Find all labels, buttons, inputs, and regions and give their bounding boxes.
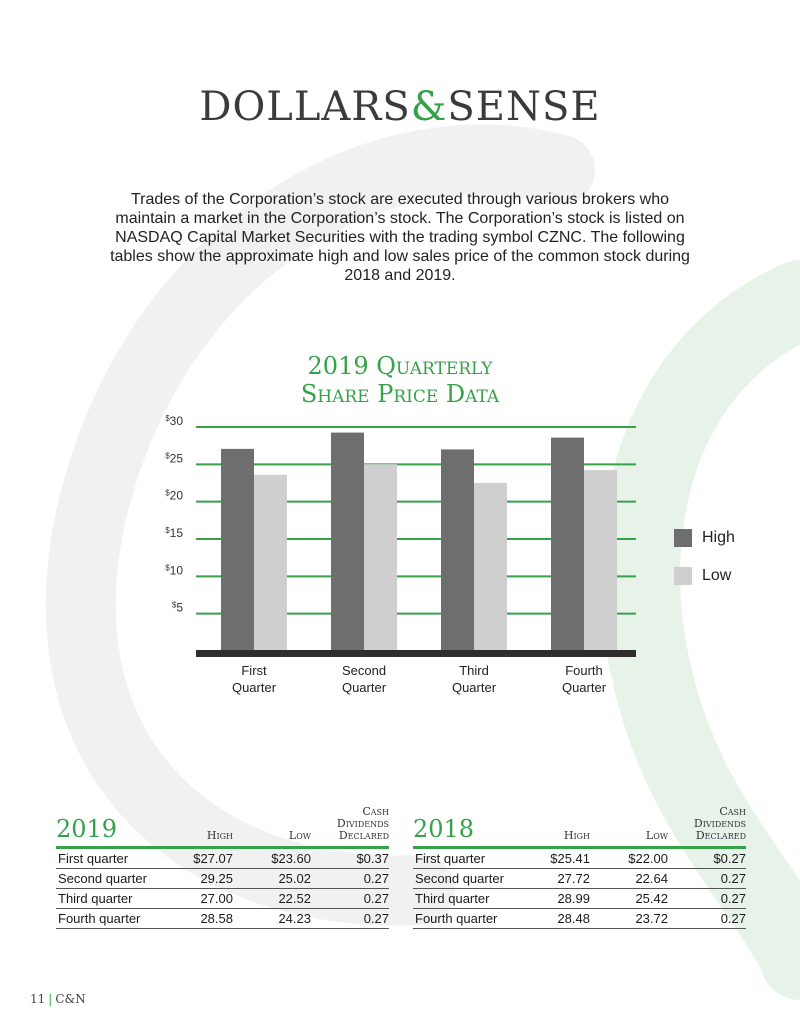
legend-label-high: High xyxy=(702,529,735,546)
x-tick-label xyxy=(342,663,387,695)
bar-low-3 xyxy=(474,483,507,651)
bar-high-2 xyxy=(331,433,364,651)
y-tick-prefix: $ xyxy=(165,563,170,573)
column-dividends-line1: Cash xyxy=(362,805,389,818)
row-low: 22.52 xyxy=(278,891,311,906)
bar-low-1 xyxy=(254,475,287,651)
y-tick-prefix: $ xyxy=(165,451,170,461)
table-header xyxy=(56,790,389,842)
legend-label-low: Low xyxy=(702,567,732,584)
row-low: $23.60 xyxy=(271,851,311,866)
table-header xyxy=(413,790,746,842)
chart-title-line1: 2019 Quarterly xyxy=(307,352,493,380)
table-year: 2019 xyxy=(56,815,118,843)
x-tick-label-line: Fourth xyxy=(565,663,603,678)
bar-high-1 xyxy=(221,449,254,651)
row-dividend: 0.27 xyxy=(720,871,746,886)
x-tick-label-line: Quarter xyxy=(451,680,497,695)
row-dividend: 0.27 xyxy=(363,891,389,906)
column-low: Low xyxy=(645,829,668,842)
page-number: 11 xyxy=(30,992,46,1006)
y-tick-value: 5 xyxy=(176,600,183,615)
y-tick-value: 25 xyxy=(169,451,183,466)
y-tick-label xyxy=(165,414,183,428)
y-tick-label xyxy=(165,489,183,503)
column-dividends-line3: Declared xyxy=(338,829,389,842)
price-tables xyxy=(56,790,746,929)
x-tick-label xyxy=(232,663,277,695)
row-dividend: 0.27 xyxy=(363,871,389,886)
row-high: $27.07 xyxy=(193,851,233,866)
masthead-part1: DOLLARS xyxy=(199,84,411,130)
table-row xyxy=(413,909,746,929)
price-table-2018 xyxy=(413,790,746,929)
chart-legend xyxy=(674,528,735,604)
y-tick-value: 15 xyxy=(169,526,183,540)
x-tick-label-line: Quarter xyxy=(231,680,277,695)
row-low: 24.23 xyxy=(278,911,311,926)
row-label: Fourth quarter xyxy=(58,911,141,926)
column-dividends-line1: Cash xyxy=(719,805,746,818)
y-tick-prefix: $ xyxy=(165,414,170,423)
table-row xyxy=(56,889,389,909)
y-tick-value: 20 xyxy=(169,488,183,503)
row-high: 27.00 xyxy=(200,891,233,906)
intro-paragraph: Trades of the Corporation’s stock are executed through various brokers who maintain a market in the Corporation’s stock. The Corporation’s stock is listed on NASDAQ Capital Market Securities with the trading symbol CZNC. The following tables show the approximate high and low sales price of the common stock during 2018 and 2019. xyxy=(110,191,690,284)
y-tick-label xyxy=(172,601,183,615)
masthead-part2: SENSE xyxy=(447,84,601,130)
x-tick-label xyxy=(452,663,497,695)
page-footer xyxy=(30,992,86,1006)
column-dividends-line3: Declared xyxy=(695,829,746,842)
row-high: $25.41 xyxy=(550,851,590,866)
y-tick-prefix: $ xyxy=(165,488,170,498)
y-tick-label xyxy=(165,526,183,540)
row-high: 28.48 xyxy=(557,911,590,926)
row-low: 25.02 xyxy=(278,871,311,886)
column-dividends xyxy=(668,806,746,842)
row-high: 28.99 xyxy=(557,891,590,906)
legend-swatch-low xyxy=(674,567,692,585)
masthead-ampersand: & xyxy=(410,84,448,130)
row-label: Third quarter xyxy=(415,891,490,906)
legend-swatch-high xyxy=(674,529,692,547)
row-dividend: 0.27 xyxy=(720,891,746,906)
table-year: 2018 xyxy=(413,815,475,843)
row-label: Second quarter xyxy=(415,871,504,886)
column-dividends xyxy=(311,806,389,842)
row-dividend: $0.27 xyxy=(713,851,746,866)
legend-item-low xyxy=(674,566,735,586)
table-row xyxy=(413,889,746,909)
legend-item-high xyxy=(674,528,735,548)
table-row xyxy=(56,909,389,929)
row-label: Third quarter xyxy=(58,891,133,906)
y-tick-value: 10 xyxy=(169,563,183,578)
row-label: Fourth quarter xyxy=(415,911,498,926)
bar-low-2 xyxy=(364,464,397,651)
footer-brand: C&N xyxy=(55,992,86,1006)
bar-high-4 xyxy=(551,438,584,651)
bar-high-3 xyxy=(441,449,474,651)
footer-divider: | xyxy=(48,992,53,1006)
y-tick-prefix: $ xyxy=(171,600,177,610)
x-tick-label-line: First xyxy=(241,663,267,678)
row-low: $22.00 xyxy=(628,851,668,866)
row-label: First quarter xyxy=(415,851,486,866)
row-low: 22.64 xyxy=(635,871,668,886)
chart-title-line2: Share Price Data xyxy=(300,380,500,408)
x-tick-label-line: Second xyxy=(341,663,387,678)
column-high: High xyxy=(206,829,233,842)
x-tick-label-line: Third xyxy=(459,663,489,678)
table-row xyxy=(56,869,389,889)
column-low: Low xyxy=(288,829,311,842)
column-dividends-line2: Dividends xyxy=(693,817,746,830)
row-low: 25.42 xyxy=(635,891,668,906)
row-label: Second quarter xyxy=(58,871,147,886)
table-row xyxy=(413,869,746,889)
row-high: 29.25 xyxy=(200,871,233,886)
x-tick-label-line: Quarter xyxy=(341,680,387,695)
y-tick-value: 30 xyxy=(169,414,183,428)
row-high: 27.72 xyxy=(557,871,590,886)
price-table-2019 xyxy=(56,790,389,929)
x-tick-label xyxy=(562,663,607,695)
column-dividends-line2: Dividends xyxy=(336,817,389,830)
row-dividend: $0.37 xyxy=(356,851,389,866)
row-high: 28.58 xyxy=(200,911,233,926)
x-tick-label-line: Quarter xyxy=(561,680,607,695)
column-high: High xyxy=(563,829,590,842)
table-row xyxy=(56,849,389,869)
row-low: 23.72 xyxy=(635,911,668,926)
y-tick-label xyxy=(165,451,183,465)
y-tick-prefix: $ xyxy=(165,526,170,535)
bar-low-4 xyxy=(584,470,617,651)
x-axis-baseline xyxy=(196,650,636,657)
table-row xyxy=(413,849,746,869)
y-tick-label xyxy=(165,563,183,577)
row-label: First quarter xyxy=(58,851,129,866)
row-dividend: 0.27 xyxy=(363,911,389,926)
row-dividend: 0.27 xyxy=(720,911,746,926)
